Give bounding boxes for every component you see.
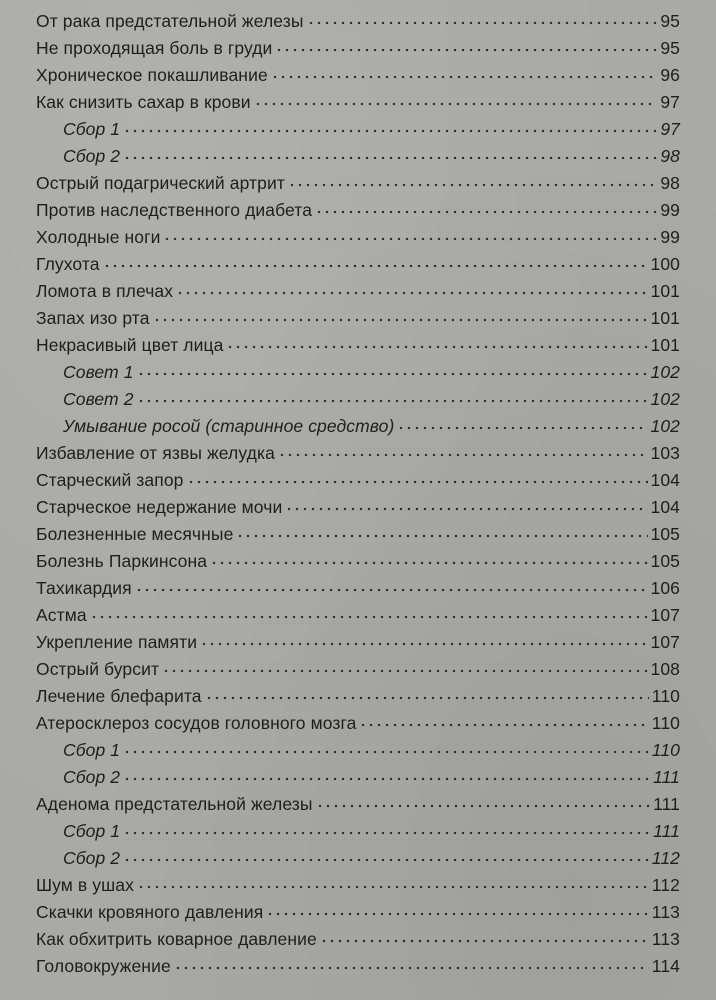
toc-entry-title: Сбор 2 (63, 767, 121, 787)
toc-entry (36, 629, 680, 656)
toc-entry (36, 332, 680, 359)
dot-leader (103, 253, 648, 271)
toc-entry-title: Сбор 2 (63, 146, 121, 166)
toc-entry (36, 89, 680, 116)
toc-entry-page-number: 99 (660, 200, 680, 220)
toc-subentry (36, 413, 680, 440)
toc-entry-page-number: 97 (660, 119, 680, 139)
toc-entry-title: Тахикардия (36, 578, 132, 598)
toc-entry-title: Острый подагрический артрит (36, 173, 285, 193)
dot-leader (397, 415, 647, 433)
toc-entry-page-number: 95 (660, 11, 680, 31)
dot-leader (236, 523, 647, 541)
dot-leader (226, 334, 647, 352)
toc-entry-title: Шум в ушах (36, 875, 134, 895)
toc-entry (36, 35, 680, 62)
toc-entry-title: Как снизить сахар в крови (36, 92, 251, 112)
toc-entry (36, 170, 680, 197)
toc-entry (36, 440, 680, 467)
toc-entry-page-number: 102 (650, 416, 680, 436)
toc-entry-page-number: 112 (651, 875, 680, 895)
toc-entry-page-number: 110 (651, 713, 680, 733)
toc-entry-page-number: 95 (660, 38, 680, 58)
toc-entry-title: Сбор 2 (63, 848, 121, 868)
dot-leader (254, 91, 658, 109)
toc-entry-page-number: 112 (651, 848, 680, 868)
toc-entry-title: Острый бурсит (36, 659, 160, 679)
toc-entry-title: Укрепление памяти (36, 632, 198, 652)
toc-subentry (36, 359, 680, 386)
toc-entry-page-number: 104 (650, 470, 680, 490)
toc-entry-page-number: 114 (651, 956, 680, 976)
toc-entry (36, 197, 680, 224)
toc-entry-page-number: 101 (650, 281, 680, 301)
toc-entry-title: Лечение блефарита (36, 686, 202, 706)
dot-leader (288, 172, 657, 190)
toc-entry (36, 683, 680, 710)
dot-leader (278, 442, 648, 460)
dot-leader (123, 820, 650, 838)
toc-entry-page-number: 96 (660, 65, 680, 85)
toc-entry (36, 899, 680, 926)
toc-entry-title: Сбор 1 (63, 740, 121, 760)
toc-entry-title: Против наследственного диабета (36, 200, 313, 220)
toc-entry-page-number: 103 (650, 443, 680, 463)
toc-entry-page-number: 102 (650, 362, 680, 382)
toc-entry (36, 710, 680, 737)
dot-leader (123, 739, 649, 757)
dot-leader (205, 685, 649, 703)
toc-subentry (36, 116, 680, 143)
dot-leader (285, 496, 647, 514)
toc-entry-title: Запах изо рта (36, 308, 150, 328)
toc-entry-title: Глухота (36, 254, 100, 274)
toc-entry-page-number: 108 (650, 659, 680, 679)
dot-leader (137, 388, 648, 406)
toc-entry-page-number: 111 (653, 821, 680, 841)
dot-leader (123, 847, 649, 865)
toc-entry-title: Некрасивый цвет лица (36, 335, 224, 355)
toc-entry (36, 548, 680, 575)
toc-entry-title: Умывание росой (старинное средство) (63, 416, 395, 436)
toc-subentry (36, 143, 680, 170)
toc-entry-page-number: 107 (650, 605, 680, 625)
toc-subentry (36, 737, 680, 764)
toc-entry-title: Ломота в плечах (36, 281, 174, 301)
table-of-contents (36, 8, 680, 980)
toc-entry-title: Хроническое покашливание (36, 65, 268, 85)
toc-entry (36, 251, 680, 278)
toc-entry-title: От рака предстательной железы (36, 11, 304, 31)
dot-leader (315, 199, 657, 217)
dot-leader (320, 928, 649, 946)
toc-entry-title: Скачки кровяного давления (36, 902, 264, 922)
toc-entry-page-number: 100 (650, 254, 680, 274)
dot-leader (359, 712, 648, 730)
toc-entry-title: Аденома предстательной железы (36, 794, 313, 814)
toc-entry (36, 602, 680, 629)
dot-leader (162, 658, 647, 676)
toc-entry-title: Сбор 1 (63, 119, 121, 139)
toc-entry (36, 8, 680, 35)
toc-entry-title: Холодные ноги (36, 227, 161, 247)
dot-leader (123, 118, 657, 136)
toc-entry-page-number: 97 (660, 92, 680, 112)
toc-entry-title: Избавление от язвы желудка (36, 443, 275, 463)
toc-entry-page-number: 110 (651, 686, 680, 706)
toc-subentry (36, 818, 680, 845)
toc-entry (36, 953, 680, 980)
toc-entry-title: Астма (36, 605, 87, 625)
toc-entry-page-number: 104 (650, 497, 680, 517)
dot-leader (153, 307, 648, 325)
dot-leader (307, 10, 658, 28)
toc-entry (36, 224, 680, 251)
toc-entry (36, 467, 680, 494)
toc-entry (36, 656, 680, 683)
toc-entry-page-number: 101 (650, 308, 680, 328)
toc-entry-page-number: 113 (651, 902, 680, 922)
toc-entry-page-number: 101 (650, 335, 680, 355)
toc-entry-title: Болезнь Паркинсона (36, 551, 208, 571)
toc-entry-page-number: 106 (650, 578, 680, 598)
toc-entry (36, 305, 680, 332)
toc-subentry (36, 845, 680, 872)
dot-leader (123, 145, 657, 163)
toc-entry-title: Сбор 1 (63, 821, 121, 841)
toc-entry-title: Головокружение (36, 956, 171, 976)
toc-entry-title: Старческое недержание мочи (36, 497, 283, 517)
dot-leader (90, 604, 648, 622)
toc-entry-title: Болезненные месячные (36, 524, 234, 544)
dot-leader (123, 766, 650, 784)
toc-entry-title: Не проходящая боль в груди (36, 38, 273, 58)
toc-entry-title: Совет 1 (63, 362, 134, 382)
toc-entry (36, 926, 680, 953)
toc-entry (36, 62, 680, 89)
toc-entry-page-number: 107 (650, 632, 680, 652)
toc-entry-page-number: 99 (660, 227, 680, 247)
toc-entry-page-number: 105 (650, 524, 680, 544)
dot-leader (137, 361, 648, 379)
dot-leader (275, 37, 657, 55)
toc-entry (36, 791, 680, 818)
dot-leader (210, 550, 647, 568)
toc-entry (36, 872, 680, 899)
toc-entry-page-number: 111 (653, 794, 680, 814)
dot-leader (163, 226, 657, 244)
dot-leader (176, 280, 647, 298)
toc-subentry (36, 386, 680, 413)
toc-entry-title: Как обхитрить коварное давление (36, 929, 317, 949)
toc-entry-title: Атеросклероз сосудов головного мозга (36, 713, 357, 733)
toc-entry-title: Старческий запор (36, 470, 184, 490)
dot-leader (266, 901, 648, 919)
toc-entry (36, 521, 680, 548)
dot-leader (174, 955, 649, 973)
toc-entry-page-number: 113 (651, 929, 680, 949)
toc-entry-page-number: 98 (660, 146, 680, 166)
toc-entry (36, 494, 680, 521)
toc-entry-page-number: 105 (650, 551, 680, 571)
toc-entry-page-number: 110 (651, 740, 680, 760)
dot-leader (137, 874, 649, 892)
dot-leader (200, 631, 647, 649)
toc-subentry (36, 764, 680, 791)
toc-entry (36, 575, 680, 602)
toc-entry-page-number: 111 (653, 767, 680, 787)
toc-entry-page-number: 102 (650, 389, 680, 409)
dot-leader (187, 469, 648, 487)
toc-entry (36, 278, 680, 305)
dot-leader (135, 577, 648, 595)
toc-entry-page-number: 98 (660, 173, 680, 193)
dot-leader (271, 64, 658, 82)
dot-leader (316, 793, 651, 811)
toc-entry-title: Совет 2 (63, 389, 134, 409)
